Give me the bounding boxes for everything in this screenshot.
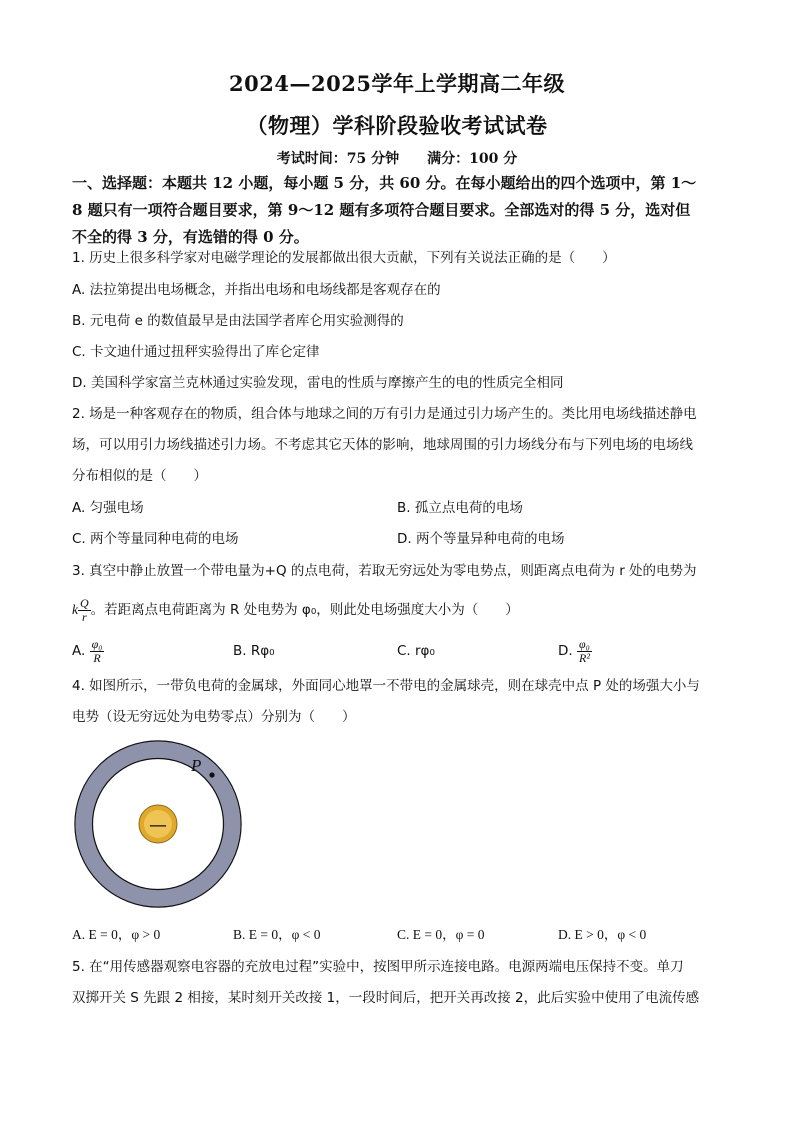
point-p-label: P [191, 756, 202, 775]
q3-frac-num: Q [80, 595, 89, 610]
q3-stem-2: 。若距离点电荷距离为 R 处电势为 φ₀，则此处电场强度大小为（ ） [90, 602, 519, 618]
q3-constant-k: k [72, 602, 78, 617]
q3-option-b: B. Rφ₀ [233, 643, 275, 659]
q3-a-num: φ₀ [91, 636, 103, 651]
q3-option-d [558, 634, 592, 668]
section-1-line-1: 一、选择题：本题共 12 小题，每小题 5 分，共 60 分。在每小题给出的四个选项中，第 1～ [72, 174, 697, 192]
title-line-2: （物理）学科阶段验收考试试卷 [246, 113, 548, 138]
q4-figure-sphere-shell [72, 738, 244, 910]
q1-stem: 1. 历史上很多科学家对电磁学理论的发展都做出很大贡献，下列有关说法正确的是（ ） [72, 250, 616, 266]
q3-option-d-fraction [577, 638, 592, 665]
q2-option-c: C. 两个等量同种电荷的电场 [72, 531, 239, 547]
q4-stem-1: 4. 如图所示，一带负电荷的金属球，外面同心地罩一不带电的金属球壳，则在球壳中点 P 处的场强大小与 [72, 678, 700, 694]
q3-stem-2-row [72, 593, 732, 627]
section-1-instructions [72, 170, 722, 251]
q2-stem-2: 场，可以用引力场线描述引力场。不考虑其它天体的影响，地球周围的引力场线分布与下列电场的电场线 [72, 437, 693, 453]
q2-option-d: D. 两个等量异种电荷的电场 [397, 531, 565, 547]
title-line-1: 2024—2025学年上学期高二年级 [229, 71, 565, 96]
q2-stem-3: 分布相似的是（ ） [72, 468, 207, 484]
q4-option-b: B. E = 0，φ < 0 [233, 927, 321, 942]
exam-time: 考试时间：75 分钟 [276, 151, 400, 167]
q4-option-a: A. E = 0，φ > 0 [72, 927, 161, 942]
q1-option-d: D. 美国科学家富兰克林通过实验发现，雷电的性质与摩擦产生的电的性质完全相同 [72, 375, 564, 391]
q2-option-a: A. 匀强电场 [72, 500, 144, 516]
q3-d-num: φ₀ [577, 638, 592, 652]
q3-option-a [72, 634, 104, 668]
q2-stem-1: 2. 场是一种客观存在的物质，组合体与地球之间的万有引力是通过引力场产生的。类比用电场线描述静电 [72, 406, 697, 422]
q3-d-den: R² [578, 650, 590, 665]
q3-frac-den: r [82, 609, 87, 624]
full-score: 满分：100 分 [427, 151, 518, 167]
q2-option-b: B. 孤立点电荷的电场 [397, 500, 523, 516]
section-1-line-2: 8 题只有一项符合题目要求，第 9～12 题有多项符合题目要求。全部选对的得 5 分，选对但 [72, 201, 691, 219]
section-1-line-3: 不全的得 3 分，有选错的得 0 分。 [72, 228, 309, 246]
q4-stem-2: 电势（设无穷远处为电势零点）分别为（ ） [72, 709, 356, 725]
q4-option-c: C. E = 0，φ = 0 [397, 927, 485, 942]
q1-option-b: B. 元电荷 e 的数值最早是由法国学者库仑用实验测得的 [72, 313, 404, 329]
q3-option-a-label: A. [72, 643, 86, 659]
q1-option-c: C. 卡文迪什通过扭秤实验得出了库仑定律 [72, 344, 320, 360]
q4-option-d: D. E > 0，φ < 0 [558, 927, 647, 942]
q1-option-a: A. 法拉第提出电场概念，并指出电场和电场线都是客观存在的 [72, 282, 441, 298]
q3-option-d-label: D. [558, 643, 573, 659]
exam-info [0, 148, 794, 168]
q5-stem-2: 双掷开关 S 先跟 2 相接，某时刻开关改接 1，一段时间后，把开关再改接 2，此后实验中使用了电流传感 [72, 990, 700, 1006]
point-p-dot [209, 772, 214, 777]
q3-fraction-q-over-r [78, 597, 91, 624]
q3-option-c: C. rφ₀ [397, 643, 435, 659]
negative-sign: — [149, 815, 167, 836]
q3-option-a-fraction [90, 638, 105, 665]
q3-stem-1: 3. 真空中静止放置一个带电量为+Q 的点电荷，若取无穷远处为零电势点，则距离点电荷为 r 处的电势为 [72, 563, 697, 579]
q5-stem-1: 5. 在“用传感器观察电容器的充放电过程”实验中，按图甲所示连接电路。电源两端电压保持不变。单刀 [72, 959, 684, 975]
q3-a-den: R [93, 650, 101, 665]
